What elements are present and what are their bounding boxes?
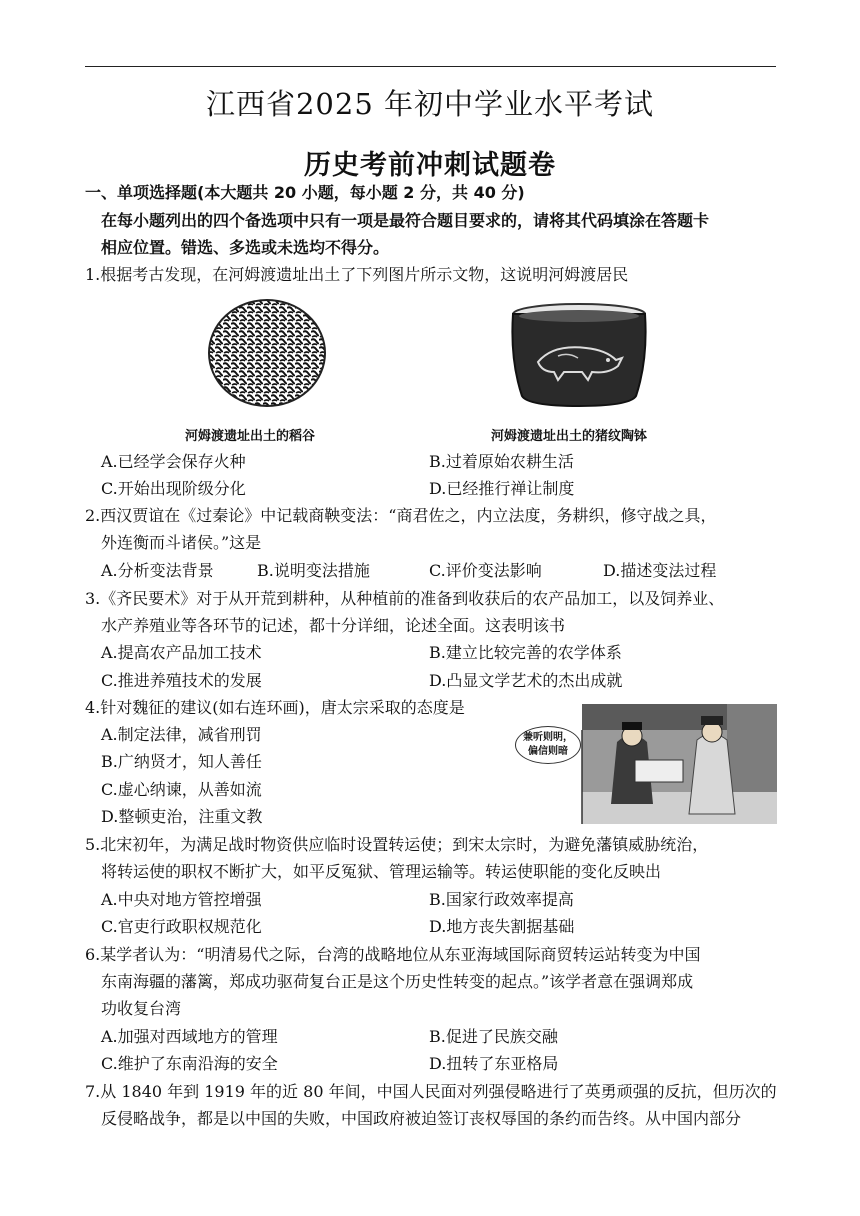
q1-option-d: D.已经推行禅让制度 — [429, 479, 575, 498]
q3-option-a: A.提高农产品加工技术 — [101, 643, 262, 662]
exam-title: 江西省2025 年初中学业水平考试 — [205, 87, 655, 121]
q1-stem: 1.根据考古发现，在河姆渡遗址出土了下列图片所示文物，这说明河姆渡居民 — [85, 265, 629, 284]
q3-stem-line-2: 水产养殖业等各环节的记述，都十分详细，论述全面。这表明该书 — [101, 616, 566, 635]
q1-option-a: A.已经学会保存火种 — [101, 452, 246, 471]
q3-option-d: D.凸显文学艺术的杰出成就 — [429, 671, 623, 690]
q4-stem: 4.针对魏征的建议(如右连环画)，唐太宗采取的态度是 — [85, 698, 465, 717]
q6-stem-line-3: 功收复台湾 — [101, 999, 182, 1018]
q7-stem-line-1: 7.从 1840 年到 1919 年的近 80 年间，中国人民面对列强侵略进行了英勇顽强的反抗，但历次的 — [85, 1082, 777, 1101]
q1-caption-right: 河姆渡遗址出土的猪纹陶钵 — [491, 429, 648, 444]
header-rule — [85, 66, 776, 67]
q4-option-b: B.广纳贤才，知人善任 — [101, 752, 262, 771]
q7-stem-line-2: 反侵略战争，都是以中国的失败，中国政府被迫签订丧权辱国的条约而告终。从中国内部分 — [101, 1109, 742, 1128]
q2-stem-line-1: 2.西汉贾谊在《过秦论》中记载商鞅变法：“商君佐之，内立法度，务耕织，修守战之具， — [85, 506, 717, 525]
q5-stem-line-2: 将转运使的职权不断扩大，如平反冤狱、管理运输等。转运使职能的变化反映出 — [101, 862, 662, 881]
q5-option-a: A.中央对地方管控增强 — [101, 890, 262, 909]
q6-option-b: B.促进了民族交融 — [429, 1027, 558, 1046]
q1-caption-left: 河姆渡遗址出土的稻谷 — [185, 429, 316, 444]
q2-option-c: C.评价变法影响 — [429, 561, 542, 580]
bubble-text-line-2: 偏信则暗 — [528, 746, 568, 757]
comic-speech-bubble — [515, 726, 581, 764]
instructions-line-2: 相应位置。错选、多选或未选均不得分。 — [101, 238, 390, 257]
q6-stem-line-1: 6.某学者认为：“明清易代之际，台湾的战略地位从东亚海域国际商贸转运站转变为中国 — [85, 945, 701, 964]
q5-option-c: C.官吏行政职权规范化 — [101, 917, 262, 936]
q6-stem-line-2: 东南海疆的藩篱，郑成功驱荷复台正是这个历史性转变的起点。”该学者意在强调郑成 — [101, 972, 694, 991]
q2-option-d: D.描述变法过程 — [603, 561, 717, 580]
q5-option-b: B.国家行政效率提高 — [429, 890, 574, 909]
q2-option-a: A.分析变法背景 — [101, 561, 214, 580]
q6-option-d: D.扭转了东亚格局 — [429, 1054, 559, 1073]
q1-option-c: C.开始出现阶级分化 — [101, 479, 246, 498]
instructions-line-1: 在每小题列出的四个备选项中只有一项是最符合题目要求的，请将其代码填涂在答题卡 — [101, 211, 710, 230]
q6-option-c: C.维护了东南沿海的安全 — [101, 1054, 278, 1073]
q2-option-b: B.说明变法措施 — [257, 561, 370, 580]
q3-stem-line-1: 3.《齐民要术》对于从开荒到耕种，从种植前的准备到收获后的农产品加工，以及饲养业、 — [85, 589, 725, 608]
q2-stem-line-2: 外连衡而斗诸侯。”这是 — [101, 533, 262, 552]
q4-option-c: C.虚心纳谏，从善如流 — [101, 780, 262, 799]
section-heading: 一、单项选择题(本大题共 20 小题，每小题 2 分，共 40 分) — [85, 183, 525, 202]
q4-option-d: D.整顿吏治，注重文教 — [101, 807, 263, 826]
q4-option-a: A.制定法律，减省刑罚 — [101, 725, 262, 744]
q5-option-d: D.地方丧失割据基础 — [429, 917, 575, 936]
exam-subtitle: 历史考前冲刺试题卷 — [304, 150, 556, 181]
pig-pattern-pottery-image — [508, 300, 650, 410]
q3-option-c: C.推进养殖技术的发展 — [101, 671, 262, 690]
q6-option-a: A.加强对西域地方的管理 — [101, 1027, 278, 1046]
q5-stem-line-1: 5.北宋初年，为满足战时物资供应临时设置转运使；到宋太宗时，为避免藩镇威胁统治， — [85, 835, 709, 854]
rice-grains-image — [207, 298, 327, 408]
bubble-text-line-1: 兼听则明， — [523, 732, 573, 743]
q3-option-b: B.建立比较完善的农学体系 — [429, 643, 622, 662]
comic-strip-image — [507, 704, 777, 824]
q1-option-b: B.过着原始农耕生活 — [429, 452, 574, 471]
